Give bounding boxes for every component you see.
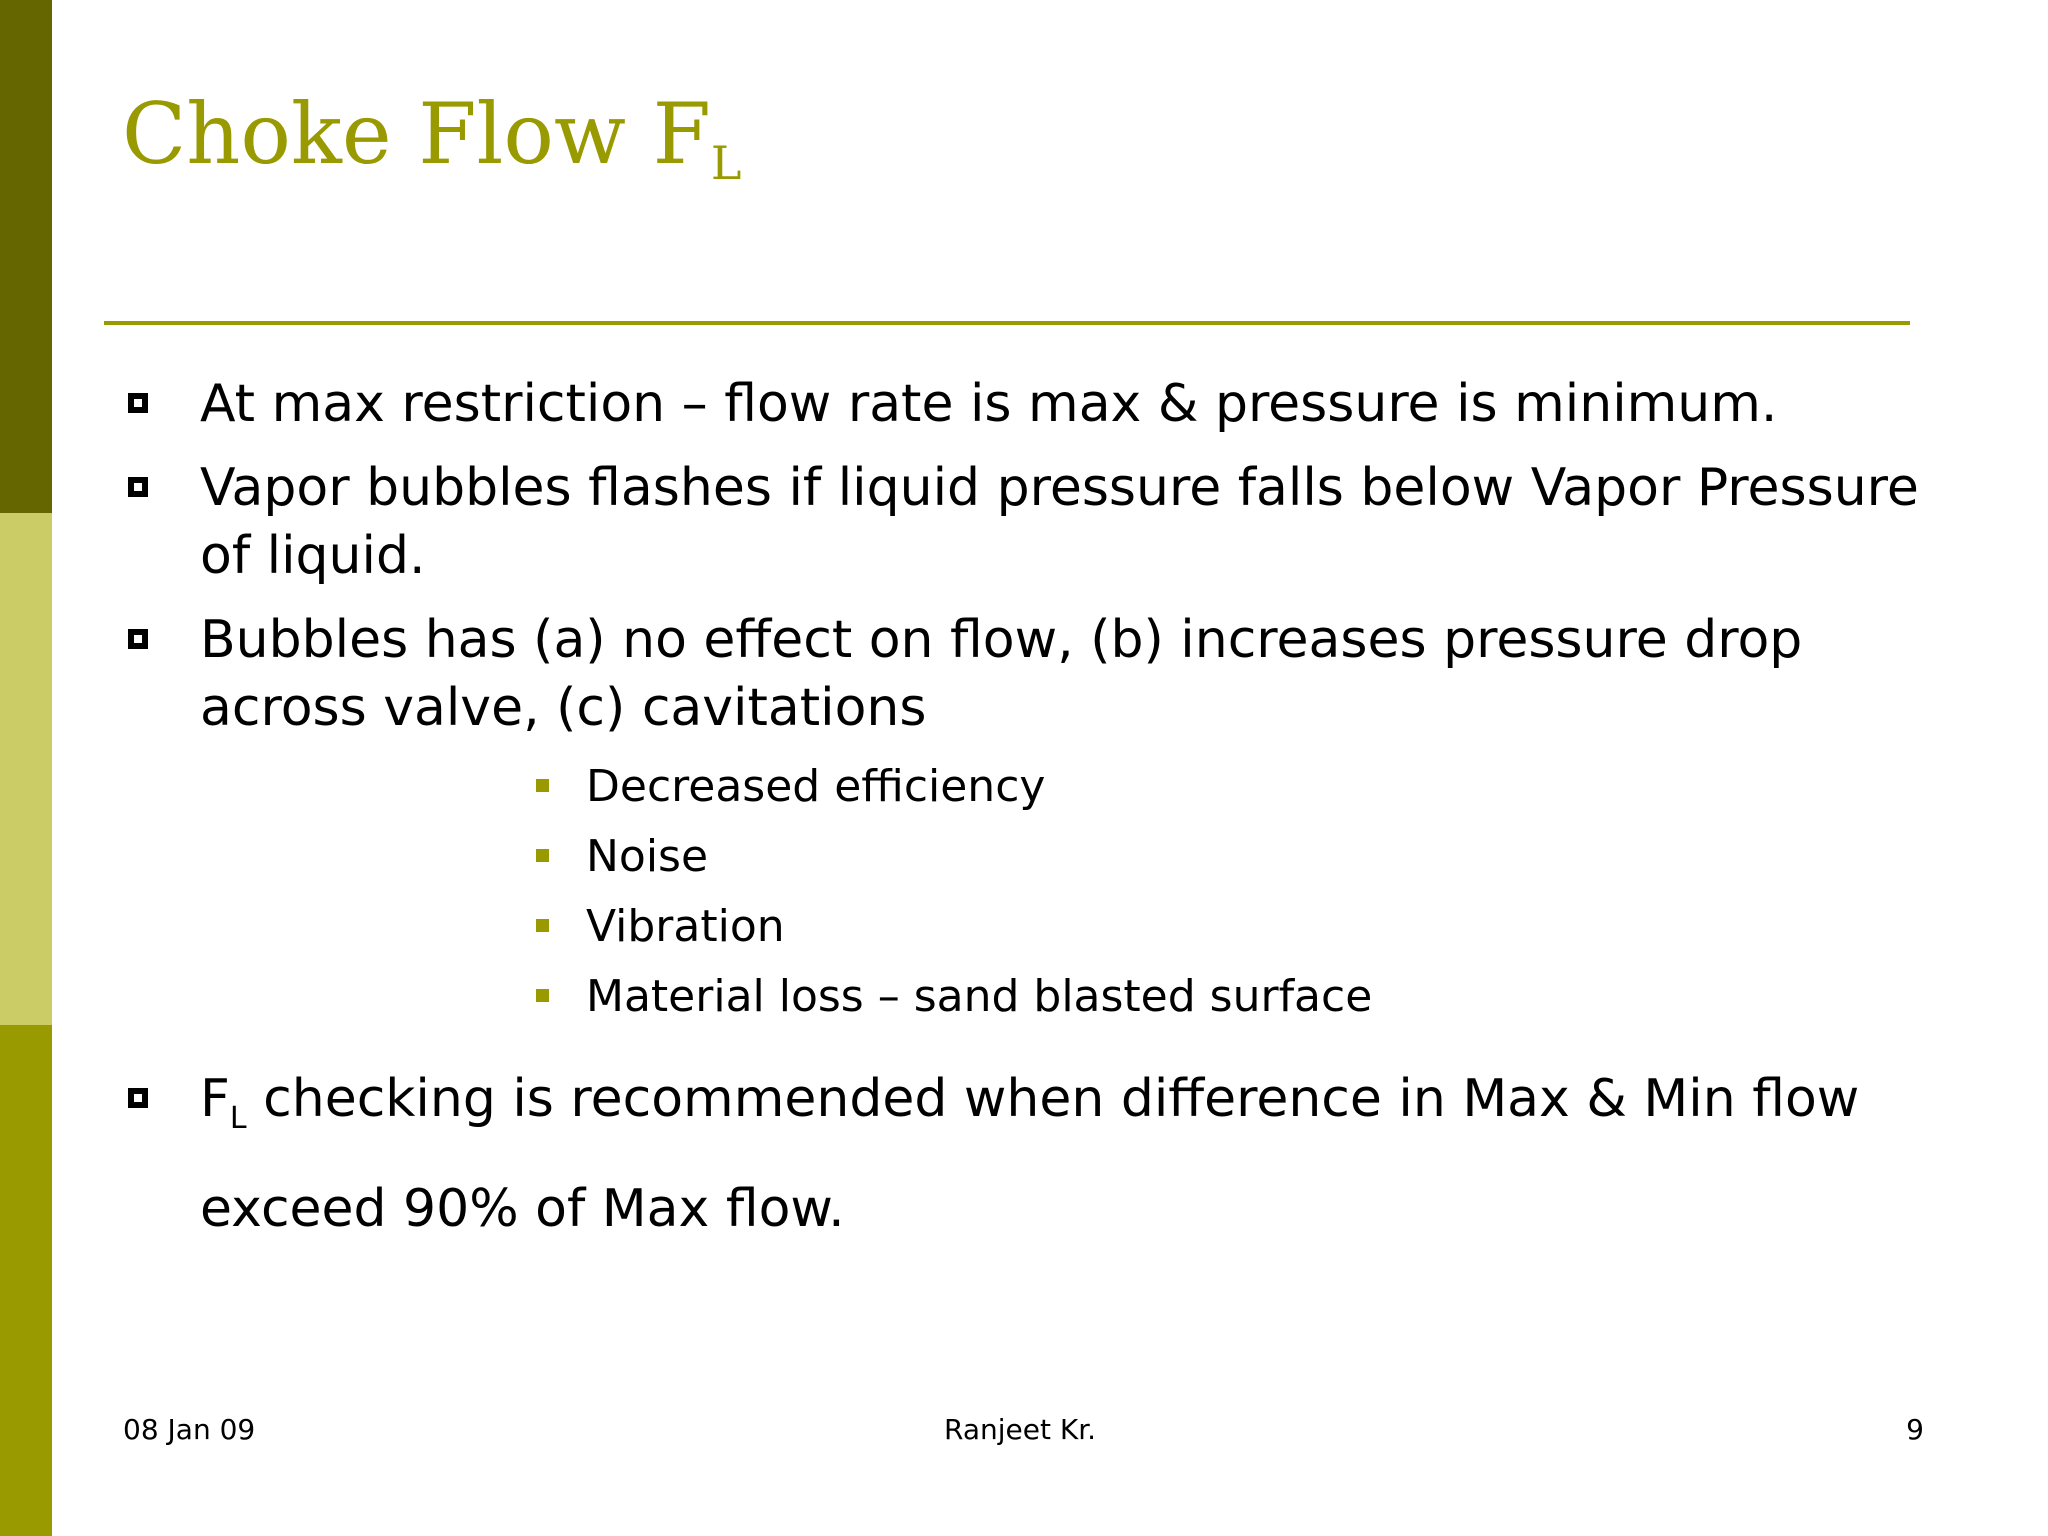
sub-bullet-item bbox=[536, 752, 1920, 822]
sub-bullet-text: Material loss – sand blasted surface bbox=[586, 971, 1373, 1022]
square-bullet-icon bbox=[536, 919, 549, 932]
square-bullet-icon bbox=[536, 779, 549, 792]
bullet-text: checking is recommended when difference in Max & Min flow exceed 90% of Max flow. bbox=[200, 1069, 1860, 1239]
side-bar-middle bbox=[0, 513, 52, 1025]
bullet-text: Bubbles has (a) no effect on flow, (b) increases pressure drop across valve, (c) cavitations bbox=[200, 610, 1803, 738]
sub-bullet-item bbox=[536, 892, 1920, 962]
footer-page-number: 9 bbox=[1906, 1413, 1924, 1446]
side-bar-bottom bbox=[0, 1025, 52, 1536]
sub-bullet-text: Decreased efficiency bbox=[586, 761, 1046, 812]
side-bar-top bbox=[0, 0, 52, 513]
square-bullet-icon bbox=[128, 393, 148, 413]
fl-subscript: L bbox=[229, 1101, 247, 1136]
slide-title-subscript: L bbox=[710, 136, 742, 190]
footer-date: 08 Jan 09 bbox=[123, 1413, 256, 1446]
sub-bullet-item bbox=[536, 822, 1920, 892]
slide-title-text: Choke Flow F bbox=[122, 85, 711, 183]
sub-bullet-text: Noise bbox=[586, 831, 709, 882]
bullet-item-fl-checking bbox=[120, 1054, 1920, 1254]
footer-author: Ranjeet Kr. bbox=[944, 1413, 1097, 1446]
square-bullet-icon bbox=[128, 477, 148, 497]
bullet-text: Vapor bubbles flashes if liquid pressure falls below Vapor Pressure of liquid. bbox=[200, 458, 1919, 586]
square-bullet-icon bbox=[536, 849, 549, 862]
slide-content bbox=[120, 370, 1920, 1270]
sub-bullet-text: Vibration bbox=[586, 901, 785, 952]
title-divider bbox=[104, 321, 1910, 325]
bullet-item bbox=[120, 606, 1920, 742]
square-bullet-icon bbox=[536, 989, 549, 1002]
sub-bullet-list bbox=[536, 752, 1920, 1032]
bullet-item bbox=[120, 370, 1920, 438]
fl-symbol: F bbox=[200, 1069, 230, 1129]
bullet-item bbox=[120, 454, 1920, 590]
sub-bullet-item bbox=[536, 962, 1920, 1032]
square-bullet-icon bbox=[128, 629, 148, 649]
bullet-text: At max restriction – flow rate is max & pressure is minimum. bbox=[200, 374, 1778, 434]
square-bullet-icon bbox=[128, 1088, 148, 1108]
slide-title bbox=[122, 85, 742, 190]
